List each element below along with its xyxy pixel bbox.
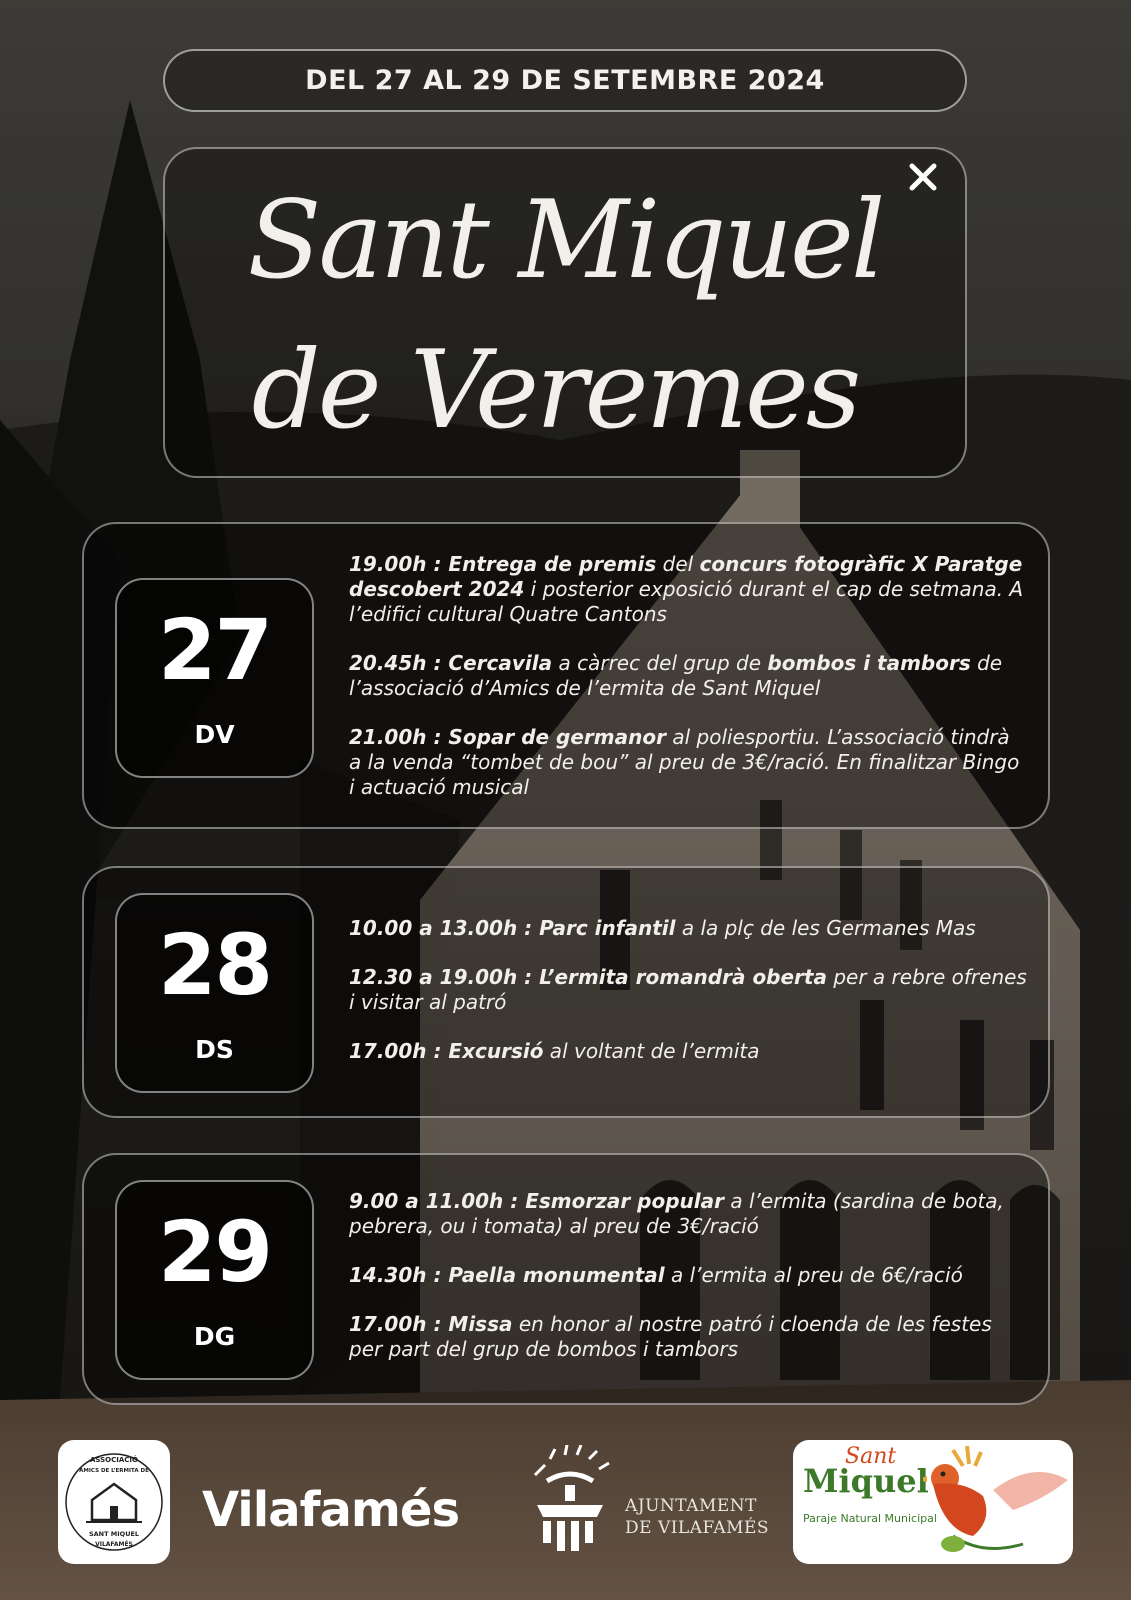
assoc-text-4: VILAFAMÉS (95, 1541, 133, 1548)
event-list (349, 1189, 1028, 1386)
event-item (349, 965, 1028, 1015)
event-item (349, 1039, 1028, 1064)
event-text: de l’associació d’Amics de l’ermita de Sant Miquel (349, 651, 1003, 700)
day-number: 28 (158, 916, 271, 1014)
event-item (349, 1263, 1028, 1288)
event-list (349, 552, 1028, 824)
sant-miquel-paraje-logo[interactable] (793, 1440, 1073, 1564)
assoc-text-3: SANT MIQUEL (88, 1530, 140, 1538)
title-card (163, 147, 967, 478)
day-badge (115, 578, 314, 778)
event-highlight: 12.30 a 19.00h : L’ermita romandrà oberta (349, 965, 827, 989)
event-highlight: 20.45h : Cercavila (349, 651, 553, 675)
sant-word: Sant (845, 1444, 897, 1469)
event-highlight: 9.00 a 11.00h : Esmorzar popular (349, 1189, 724, 1213)
day-abbr: DG (193, 1322, 236, 1351)
event-highlight: 14.30h : Paella monumental (349, 1263, 665, 1287)
sponsor-footer (0, 1430, 1131, 1600)
vilafames-logo[interactable]: Vilafamés (202, 1482, 460, 1538)
association-logo[interactable] (58, 1440, 170, 1564)
event-text: a l’ermita al preu de 6€/ració (664, 1263, 963, 1287)
day-panel-29 (82, 1153, 1050, 1405)
event-highlight: 17.00h : Missa (349, 1312, 513, 1336)
ajuntament-text (625, 1495, 769, 1539)
event-highlight: concurs fotogràfic X Paratge descobert 2024 (349, 552, 1023, 601)
event-list (349, 916, 1028, 1088)
day-badge (115, 1180, 314, 1380)
ajuntament-line-1: AJUNTAMENT (625, 1496, 758, 1516)
event-text: a la plç de les Germanes Mas (675, 916, 976, 940)
paraje-text: Paraje Natural Municipal (803, 1512, 937, 1525)
crest-icon (525, 1445, 615, 1555)
event-highlight: bombos i tambors (767, 651, 971, 675)
event-highlight: 19.00h : Entrega de premis (349, 552, 657, 576)
event-highlight: 17.00h : Excursió (349, 1039, 544, 1063)
date-range-text: DEL 27 AL 29 DE SETEMBRE 2024 (305, 65, 825, 96)
event-text: a càrrec del grup de (552, 651, 768, 675)
day-number: 27 (158, 601, 271, 699)
event-item (349, 725, 1028, 800)
event-text: al voltant de l’ermita (543, 1039, 760, 1063)
day-number: 29 (158, 1203, 271, 1301)
day-abbr: DV (194, 720, 235, 749)
day-badge (115, 893, 314, 1093)
bird-icon (923, 1440, 1073, 1564)
event-item (349, 651, 1028, 701)
event-text: del (656, 552, 700, 576)
day-panel-27 (82, 522, 1050, 829)
event-text: a l’ermita (sardina de bota, pebrera, ou i tomata) al preu de 3€/ració (349, 1189, 1004, 1238)
event-text: al poliesportiu. L’associació tindrà a la venda “tombet de bou” al preu de 3€/ració. En finalitzar Bingo i actuació musical (349, 725, 1020, 799)
day-panel-28 (82, 866, 1050, 1118)
day-abbr: DS (195, 1035, 234, 1064)
event-item (349, 1312, 1028, 1362)
event-item (349, 916, 1028, 941)
miquel-word: Miquel (803, 1462, 929, 1500)
assoc-text-1: ASSOCIACIÓ (90, 1456, 138, 1464)
event-text: per a rebre ofrenes i visitar al patró (349, 965, 1027, 1014)
hermitage-icon (58, 1440, 170, 1564)
event-item (349, 1189, 1028, 1239)
event-highlight: 10.00 a 13.00h : Parc infantil (349, 916, 676, 940)
date-range-banner (163, 49, 967, 112)
event-item (349, 552, 1028, 627)
assoc-text-2: AMICS DE L’ERMITA DE (79, 1468, 149, 1474)
title-line-1: Sant Miquel (247, 178, 883, 303)
ajuntament-logo[interactable] (525, 1445, 770, 1555)
event-text: i posterior exposició durant el cap de setmana. A l’edifici cultural Quatre Cantons (349, 577, 1024, 626)
ajuntament-line-2: DE VILAFAMÉS (625, 1518, 770, 1538)
event-text: en honor al nostre patró i cloenda de les festes per part del grup de bombos i tambors (349, 1312, 992, 1361)
event-highlight: 21.00h : Sopar de germanor (349, 725, 666, 749)
title-line-2: de Veremes (251, 328, 859, 453)
